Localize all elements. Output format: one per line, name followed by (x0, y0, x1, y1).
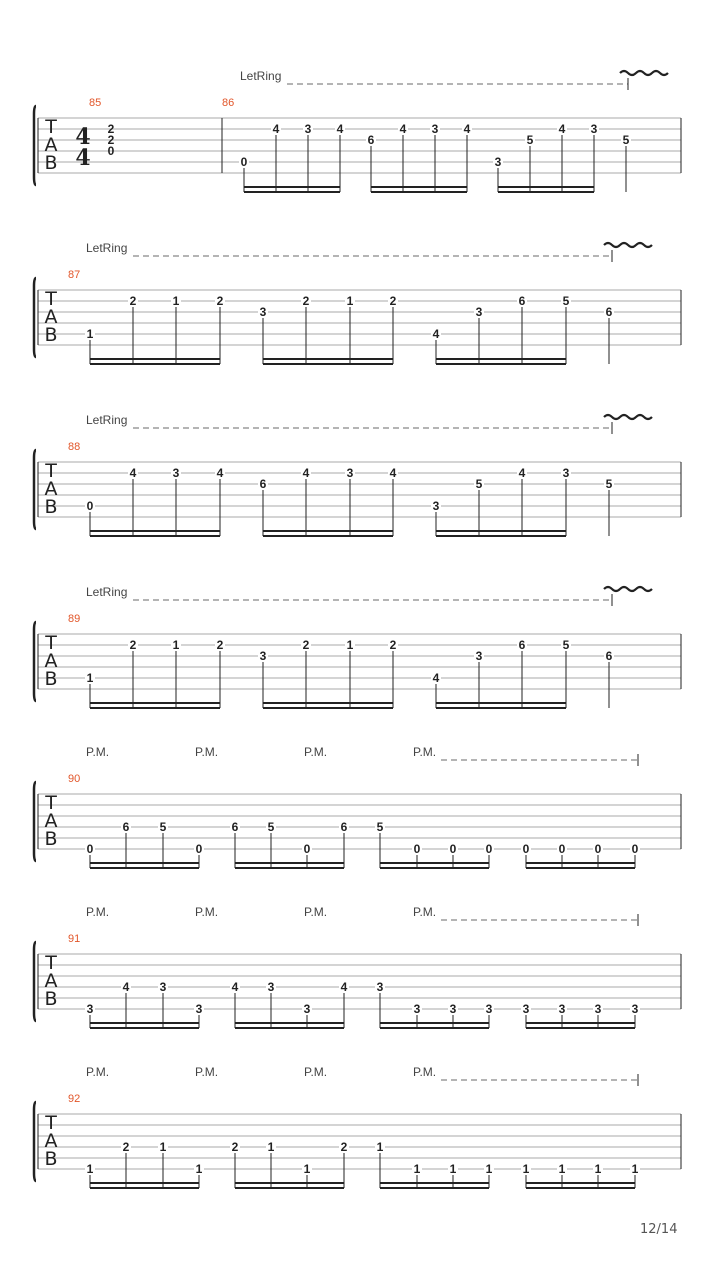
tab-clef-letter: T (45, 460, 57, 482)
fret-number: 3 (259, 305, 267, 319)
tab-clef-letter: T (45, 288, 57, 310)
measure-number: 90 (68, 773, 81, 785)
let-ring-label: LetRing (240, 69, 282, 83)
let-ring-label: LetRing (86, 241, 128, 255)
measure-number: 87 (68, 269, 81, 281)
fret-number: 6 (367, 133, 375, 147)
palm-mute-label: P.M. (304, 905, 328, 919)
fret-number: 3 (594, 1002, 602, 1016)
fret-number: 1 (413, 1162, 421, 1176)
tab-clef-letter: A (44, 650, 58, 672)
palm-mute-label: P.M. (413, 1065, 437, 1079)
vibrato-wave (604, 243, 652, 247)
fret-number: 5 (622, 133, 630, 147)
fret-number: 4 (129, 466, 137, 480)
fret-number: 3 (475, 649, 483, 663)
palm-mute-label: P.M. (195, 745, 219, 759)
fret-number: 0 (240, 155, 248, 169)
fret-number: 2 (129, 638, 137, 652)
vibrato-wave (604, 587, 652, 591)
tab-clef-letter: B (44, 152, 58, 174)
palm-mute-label: P.M. (86, 745, 110, 759)
palm-mute-label: P.M. (413, 745, 437, 759)
fret-number: 3 (485, 1002, 493, 1016)
fret-number: 1 (376, 1140, 384, 1154)
fret-number: 4 (432, 671, 440, 685)
fret-number: 1 (267, 1140, 275, 1154)
measure-number: 88 (68, 441, 81, 453)
tab-clef-letter: A (44, 970, 58, 992)
measure-number: 91 (68, 933, 81, 945)
fret-number: 0 (86, 499, 94, 513)
fret-number: 1 (195, 1162, 203, 1176)
tab-clef-letter: T (45, 952, 57, 974)
fret-number: 6 (518, 638, 526, 652)
fret-number: 2 (107, 122, 115, 136)
fret-number: 4 (389, 466, 397, 480)
measure-number: 92 (68, 1093, 81, 1105)
fret-number: 5 (526, 133, 534, 147)
tab-clef-letter: B (44, 496, 58, 518)
fret-number: 4 (302, 466, 310, 480)
fret-number: 3 (86, 1002, 94, 1016)
system-bracket (34, 782, 36, 861)
fret-number: 0 (485, 842, 493, 856)
fret-number: 3 (558, 1002, 566, 1016)
fret-number: 0 (594, 842, 602, 856)
fret-number: 2 (216, 638, 224, 652)
tab-clef-letter: T (45, 632, 57, 654)
palm-mute-label: P.M. (195, 905, 219, 919)
fret-number: 2 (302, 294, 310, 308)
fret-number: 0 (107, 144, 115, 158)
fret-number: 6 (259, 477, 267, 491)
fret-number: 0 (413, 842, 421, 856)
fret-number: 6 (605, 649, 613, 663)
fret-number: 2 (389, 294, 397, 308)
fret-number: 3 (259, 649, 267, 663)
fret-number: 5 (376, 820, 384, 834)
tab-clef-letter: T (45, 1112, 57, 1134)
fret-number: 6 (605, 305, 613, 319)
fret-number: 1 (522, 1162, 530, 1176)
fret-number: 3 (590, 122, 598, 136)
palm-mute-label: P.M. (86, 905, 110, 919)
fret-number: 2 (129, 294, 137, 308)
fret-number: 2 (216, 294, 224, 308)
tab-clef-letter: B (44, 324, 58, 346)
tab-clef-letter: A (44, 306, 58, 328)
fret-number: 3 (631, 1002, 639, 1016)
fret-number: 1 (631, 1162, 639, 1176)
time-signature-bottom: 4 (75, 145, 91, 171)
fret-number: 0 (303, 842, 311, 856)
tab-clef-letter: A (44, 810, 58, 832)
system-bracket (34, 278, 36, 357)
let-ring-label: LetRing (86, 413, 128, 427)
fret-number: 1 (86, 671, 94, 685)
fret-number: 1 (172, 294, 180, 308)
fret-number: 3 (494, 155, 502, 169)
fret-number: 3 (432, 499, 440, 513)
fret-number: 0 (195, 842, 203, 856)
fret-number: 5 (475, 477, 483, 491)
measure-number: 85 (89, 97, 102, 109)
fret-number: 3 (413, 1002, 421, 1016)
fret-number: 4 (122, 980, 130, 994)
fret-number: 1 (485, 1162, 493, 1176)
fret-number: 4 (558, 122, 566, 136)
system-bracket (34, 942, 36, 1021)
fret-number: 6 (518, 294, 526, 308)
tab-clef-letter: B (44, 668, 58, 690)
system-bracket (34, 450, 36, 529)
fret-number: 6 (231, 820, 239, 834)
fret-number: 1 (86, 1162, 94, 1176)
fret-number: 5 (159, 820, 167, 834)
vibrato-wave (604, 415, 652, 419)
time-signature-top: 4 (75, 124, 91, 150)
fret-number: 0 (631, 842, 639, 856)
fret-number: 0 (522, 842, 530, 856)
let-ring-label: LetRing (86, 585, 128, 599)
tab-clef-letter: B (44, 988, 58, 1010)
palm-mute-label: P.M. (86, 1065, 110, 1079)
fret-number: 1 (346, 294, 354, 308)
vibrato-wave (620, 71, 668, 75)
fret-number: 4 (336, 122, 344, 136)
fret-number: 5 (562, 638, 570, 652)
fret-number: 4 (399, 122, 407, 136)
page-number: 12/14 (640, 1222, 678, 1237)
fret-number: 1 (346, 638, 354, 652)
fret-number: 4 (518, 466, 526, 480)
measure-number: 89 (68, 613, 81, 625)
fret-number: 3 (159, 980, 167, 994)
fret-number: 6 (340, 820, 348, 834)
tab-clef-letter: B (44, 828, 58, 850)
fret-number: 3 (431, 122, 439, 136)
fret-number: 3 (475, 305, 483, 319)
fret-number: 2 (302, 638, 310, 652)
fret-number: 1 (159, 1140, 167, 1154)
tab-clef-letter: A (44, 1130, 58, 1152)
tab-clef-letter: A (44, 478, 58, 500)
fret-number: 6 (122, 820, 130, 834)
fret-number: 2 (107, 133, 115, 147)
fret-number: 2 (389, 638, 397, 652)
tab-clef-letter: T (45, 116, 57, 138)
fret-number: 4 (432, 327, 440, 341)
measure-number: 86 (222, 97, 235, 109)
tab-clef-letter: T (45, 792, 57, 814)
palm-mute-label: P.M. (304, 1065, 328, 1079)
fret-number: 3 (172, 466, 180, 480)
fret-number: 4 (216, 466, 224, 480)
fret-number: 3 (522, 1002, 530, 1016)
fret-number: 1 (86, 327, 94, 341)
fret-number: 5 (605, 477, 613, 491)
fret-number: 3 (562, 466, 570, 480)
fret-number: 3 (195, 1002, 203, 1016)
fret-number: 4 (340, 980, 348, 994)
tab-clef-letter: A (44, 134, 58, 156)
fret-number: 5 (267, 820, 275, 834)
tab-clef-letter: B (44, 1148, 58, 1170)
fret-number: 1 (449, 1162, 457, 1176)
fret-number: 1 (303, 1162, 311, 1176)
fret-number: 1 (172, 638, 180, 652)
fret-number: 3 (449, 1002, 457, 1016)
fret-number: 4 (231, 980, 239, 994)
system-bracket (34, 1102, 36, 1181)
fret-number: 2 (340, 1140, 348, 1154)
palm-mute-label: P.M. (195, 1065, 219, 1079)
fret-number: 1 (594, 1162, 602, 1176)
fret-number: 0 (86, 842, 94, 856)
system-bracket (34, 106, 36, 185)
palm-mute-label: P.M. (304, 745, 328, 759)
fret-number: 3 (303, 1002, 311, 1016)
fret-number: 1 (558, 1162, 566, 1176)
fret-number: 3 (304, 122, 312, 136)
fret-number: 2 (231, 1140, 239, 1154)
fret-number: 0 (449, 842, 457, 856)
fret-number: 3 (346, 466, 354, 480)
fret-number: 2 (122, 1140, 130, 1154)
system-bracket (34, 622, 36, 701)
fret-number: 0 (558, 842, 566, 856)
fret-number: 5 (562, 294, 570, 308)
fret-number: 3 (267, 980, 275, 994)
fret-number: 3 (376, 980, 384, 994)
fret-number: 4 (272, 122, 280, 136)
palm-mute-label: P.M. (413, 905, 437, 919)
fret-number: 4 (463, 122, 471, 136)
